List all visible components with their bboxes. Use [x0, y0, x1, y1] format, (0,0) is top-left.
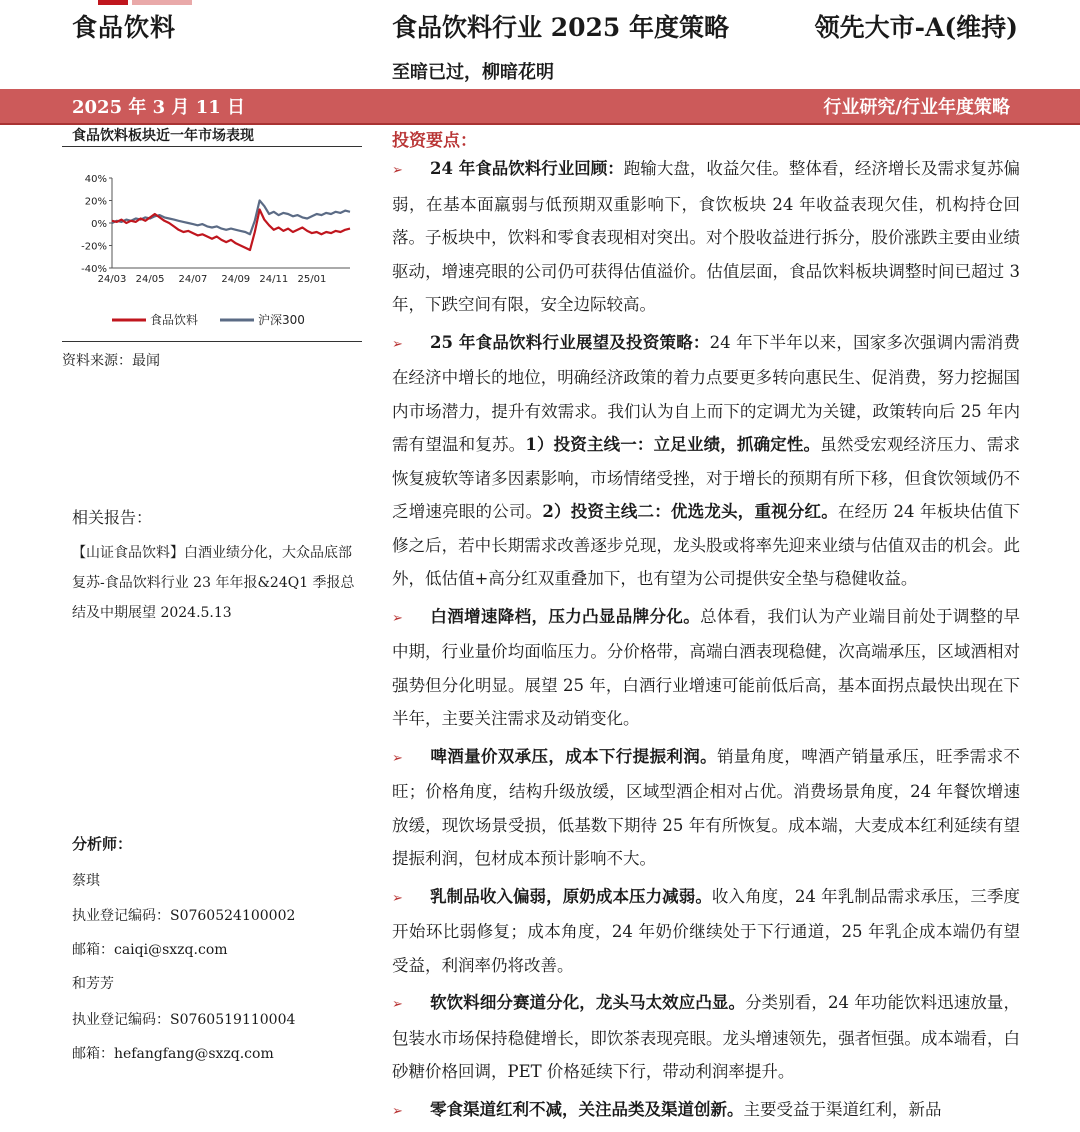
performance-chart [62, 150, 362, 340]
key-point-lead: 零食渠道红利不减，关注品类及渠道创新。 [430, 1099, 744, 1119]
key-point-paragraph [392, 152, 1020, 322]
related-report-link[interactable]: 【山证食品饮料】白酒业绩分化，大众品底部复苏-食品饮料行业 23 年年报&24Q1 季报总结及中期展望 2024.5.13 [72, 545, 355, 621]
x-tick-label: 24/07 [178, 274, 208, 285]
legend-label: 沪深300 [258, 313, 305, 327]
report-type: 行业研究/行业年度策略 [823, 97, 1010, 118]
y-tick-label: 0% [91, 219, 107, 230]
legend-label: 食品饮料 [150, 313, 199, 327]
key-point-paragraph [392, 326, 1020, 596]
report-date: 2025 年 3 月 11 日 [72, 97, 246, 118]
key-point-lead: 24 年食品饮料行业回顾： [430, 159, 624, 178]
key-point-text: 跑输大盘，收益欠佳。整体看，经济增长及需求复苏偏弱，在基本面羸弱与低预期双重影响下，食饮板块 24 年收益表现欠佳，机构持仓回落。子板块中，饮料和零食表现相对突出。对个股收益进行拆分，股价涨跌主要由业绩驱动，增速亮眼的公司仍可获得估值溢价。估值层面，食品饮料板块调整时间已超过 3 年，下跌空间有限，安全边际较高。 [392, 159, 1020, 314]
y-tick-label: -40% [81, 264, 107, 275]
x-tick-label: 24/09 [221, 274, 251, 285]
y-tick-label: 20% [84, 196, 107, 208]
arrow-bullet-icon: ➢ [392, 890, 403, 906]
arrow-bullet-icon: ➢ [392, 610, 403, 626]
key-point-lead: 白酒增速降档，压力凸显品牌分化。 [430, 606, 701, 626]
key-point-text: 虽然受宏观经济压力、需求恢复疲软等诸多因素影响，市场情绪受挫，对于增长的预期有所下移，但食饮领域仍不乏增速亮眼的公司。 [392, 435, 1021, 521]
analyst-name: 蔡琪 [72, 873, 100, 889]
key-point-paragraph [392, 1093, 1020, 1129]
key-points-body [392, 152, 1020, 1132]
key-point-text: 销量角度，啤酒产销量承压，旺季需求不旺；价格角度，结构升级放缓，区域型酒企相对占优。消费场景角度，24 年餐饮增速放缓，现饮场景受损，低基数下期待 25 年有所恢复。成本端，大麦成本红利延续有望提振利润，包材成本预计影响不大。 [392, 746, 1021, 868]
chart-top-rule [62, 146, 362, 147]
key-point-paragraph [392, 600, 1020, 736]
arrow-bullet-icon: ➢ [392, 336, 403, 352]
analyst-license: 执业登记编码：S0760519110004 [72, 1012, 296, 1028]
related-heading: 相关报告： [72, 508, 153, 527]
x-tick-label: 24/03 [97, 274, 127, 285]
key-point-lead: 软饮料细分赛道分化，龙头马太效应凸显。 [430, 993, 746, 1012]
key-points-heading: 投资要点： [392, 131, 477, 151]
arrow-bullet-icon: ➢ [392, 1103, 403, 1119]
key-point-text: 主要受益于渠道红利，新品 [743, 1099, 942, 1119]
key-point-text: 在经历 24 年板块估值下修之后，若中长期需求改善逐步兑现，龙头股或将率先迎来业绩与估值双击的机会。此外，低估值+高分红双重叠加下，也有望为公司提供安全垫与稳健收益。 [392, 502, 1020, 588]
y-tick-label: 40% [84, 174, 107, 185]
header-band [0, 89, 1080, 125]
arrow-bullet-icon: ➢ [392, 750, 403, 766]
arrow-bullet-icon: ➢ [392, 997, 403, 1012]
investment-theme-2: 2）投资主线二：优选龙头，重视分红。 [542, 502, 838, 521]
report-subtitle: 至暗已过，柳暗花明 [392, 62, 554, 83]
key-point-paragraph [392, 740, 1020, 876]
y-tick-label: -20% [81, 241, 107, 253]
investment-theme-1: 1）投资主线一：立足业绩，抓确定性。 [525, 435, 821, 454]
report-title: 食品饮料行业 2025 年度策略 [392, 13, 729, 42]
analyst-license: 执业登记编码：S0760524100002 [72, 908, 296, 924]
key-point-paragraph [392, 880, 1020, 983]
brand-accent-bar [98, 0, 238, 5]
key-point-text: 分类别看，24 年功能饮料迅速放量，包装水市场保持稳健增长，即饮茶表现亮眼。龙头增速领先，强者恒强。成本端看，白砂糖价格回调，PET 价格延续下行，带动利润率提升。 [392, 993, 1020, 1081]
analyst-heading: 分析师： [72, 835, 133, 853]
x-tick-label: 24/05 [135, 274, 165, 285]
x-tick-label: 25/01 [297, 274, 327, 285]
rating-label: 领先大市-A(维持) [814, 13, 1018, 42]
key-point-paragraph [392, 986, 1020, 1089]
analyst-email[interactable]: 邮箱：hefangfang@sxzq.com [72, 1046, 274, 1062]
key-point-text: 收入角度，24 年乳制品需求承压，三季度开始环比弱修复；成本角度，24 年奶价继续处于下行通道，25 年乳企成本端仍有望受益，利润率仍将改善。 [392, 886, 1020, 975]
chart-title: 食品饮料板块近一年市场表现 [72, 128, 254, 144]
analyst-email[interactable]: 邮箱：caiqi@sxzq.com [72, 942, 228, 958]
chart-source: 资料来源：最闻 [62, 353, 160, 369]
arrow-bullet-icon: ➢ [392, 163, 403, 178]
chart-bottom-rule [62, 341, 362, 342]
sector-label: 食品饮料 [72, 13, 177, 42]
key-point-text: 24 年下半年以来，国家多次强调内需消费在经济中增长的地位，明确经济政策的着力点要更多转向惠民生、促消费，努力挖掘国内市场潜力，提升有效需求。我们认为自上而下的定调尤为关键，政策转向后 25 年内需有望温和复苏。 [392, 332, 1020, 454]
x-tick-label: 24/11 [259, 274, 289, 285]
key-point-lead: 25 年食品饮料行业展望及投资策略： [430, 332, 710, 352]
analyst-name: 和芳芳 [72, 976, 114, 992]
key-point-lead: 乳制品收入偏弱，原奶成本压力减弱。 [430, 886, 712, 906]
series-line [112, 201, 350, 235]
key-point-text: 总体看，我们认为产业端目前处于调整的早中期，行业量价均面临压力。分价格带，高端白酒表现稳健，次高端承压，区域酒相对强势但分化明显。展望 25 年，白酒行业增速可能前低后高，基本面拐点最快出现在下半年，主要关注需求及动销变化。 [392, 606, 1021, 728]
key-point-lead: 啤酒量价双承压，成本下行提振利润。 [430, 746, 717, 766]
